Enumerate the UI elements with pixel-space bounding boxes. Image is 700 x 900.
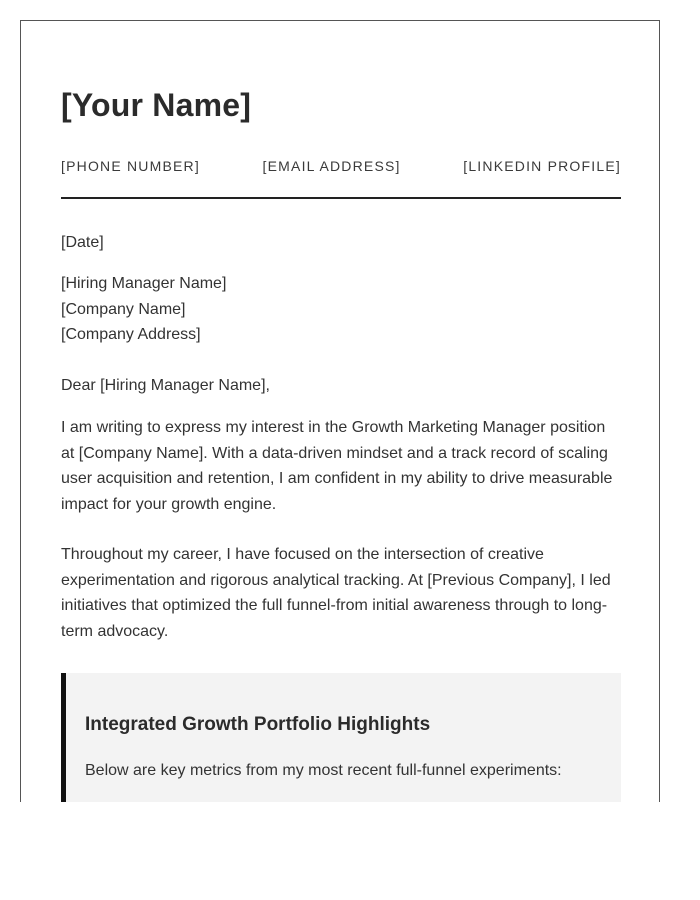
letter-page — [20, 20, 660, 802]
linkedin-profile: [LINKEDIN PROFILE] — [463, 158, 621, 174]
letter-date: [Date] — [61, 234, 104, 251]
applicant-name: [Your Name] — [61, 87, 252, 123]
body-paragraph-1: I am writing to express my interest in the Growth Marketing Manager position at [Company Name]. With a data-driven mindset and a track record of scaling user acquisition and retention, I am confident in my ability to drive measurable impact for your growth engine. — [61, 419, 613, 513]
company-address: [Company Address] — [61, 326, 201, 344]
email-address: [EMAIL ADDRESS] — [262, 158, 401, 174]
contact-info — [61, 158, 621, 174]
company-name: [Company Name] — [61, 300, 186, 318]
portfolio-highlight-box — [61, 673, 621, 802]
highlight-title: Integrated Growth Portfolio Highlights — [85, 714, 431, 735]
highlight-body: Below are key metrics from my most recent full-funnel experiments: — [85, 762, 562, 779]
hiring-manager-name: [Hiring Manager Name] — [61, 275, 227, 292]
header-divider — [61, 197, 621, 199]
body-paragraph-2: Throughout my career, I have focused on the intersection of creative experimentation and rigorous analytical tracking. At [Previous Company], I led initiatives that optimized the full funnel-from initial awareness through to long-term advocacy. — [61, 546, 611, 640]
phone-number: [PHONE NUMBER] — [61, 158, 200, 174]
salutation: Dear [Hiring Manager Name], — [61, 377, 270, 394]
recipient-block — [61, 271, 621, 348]
